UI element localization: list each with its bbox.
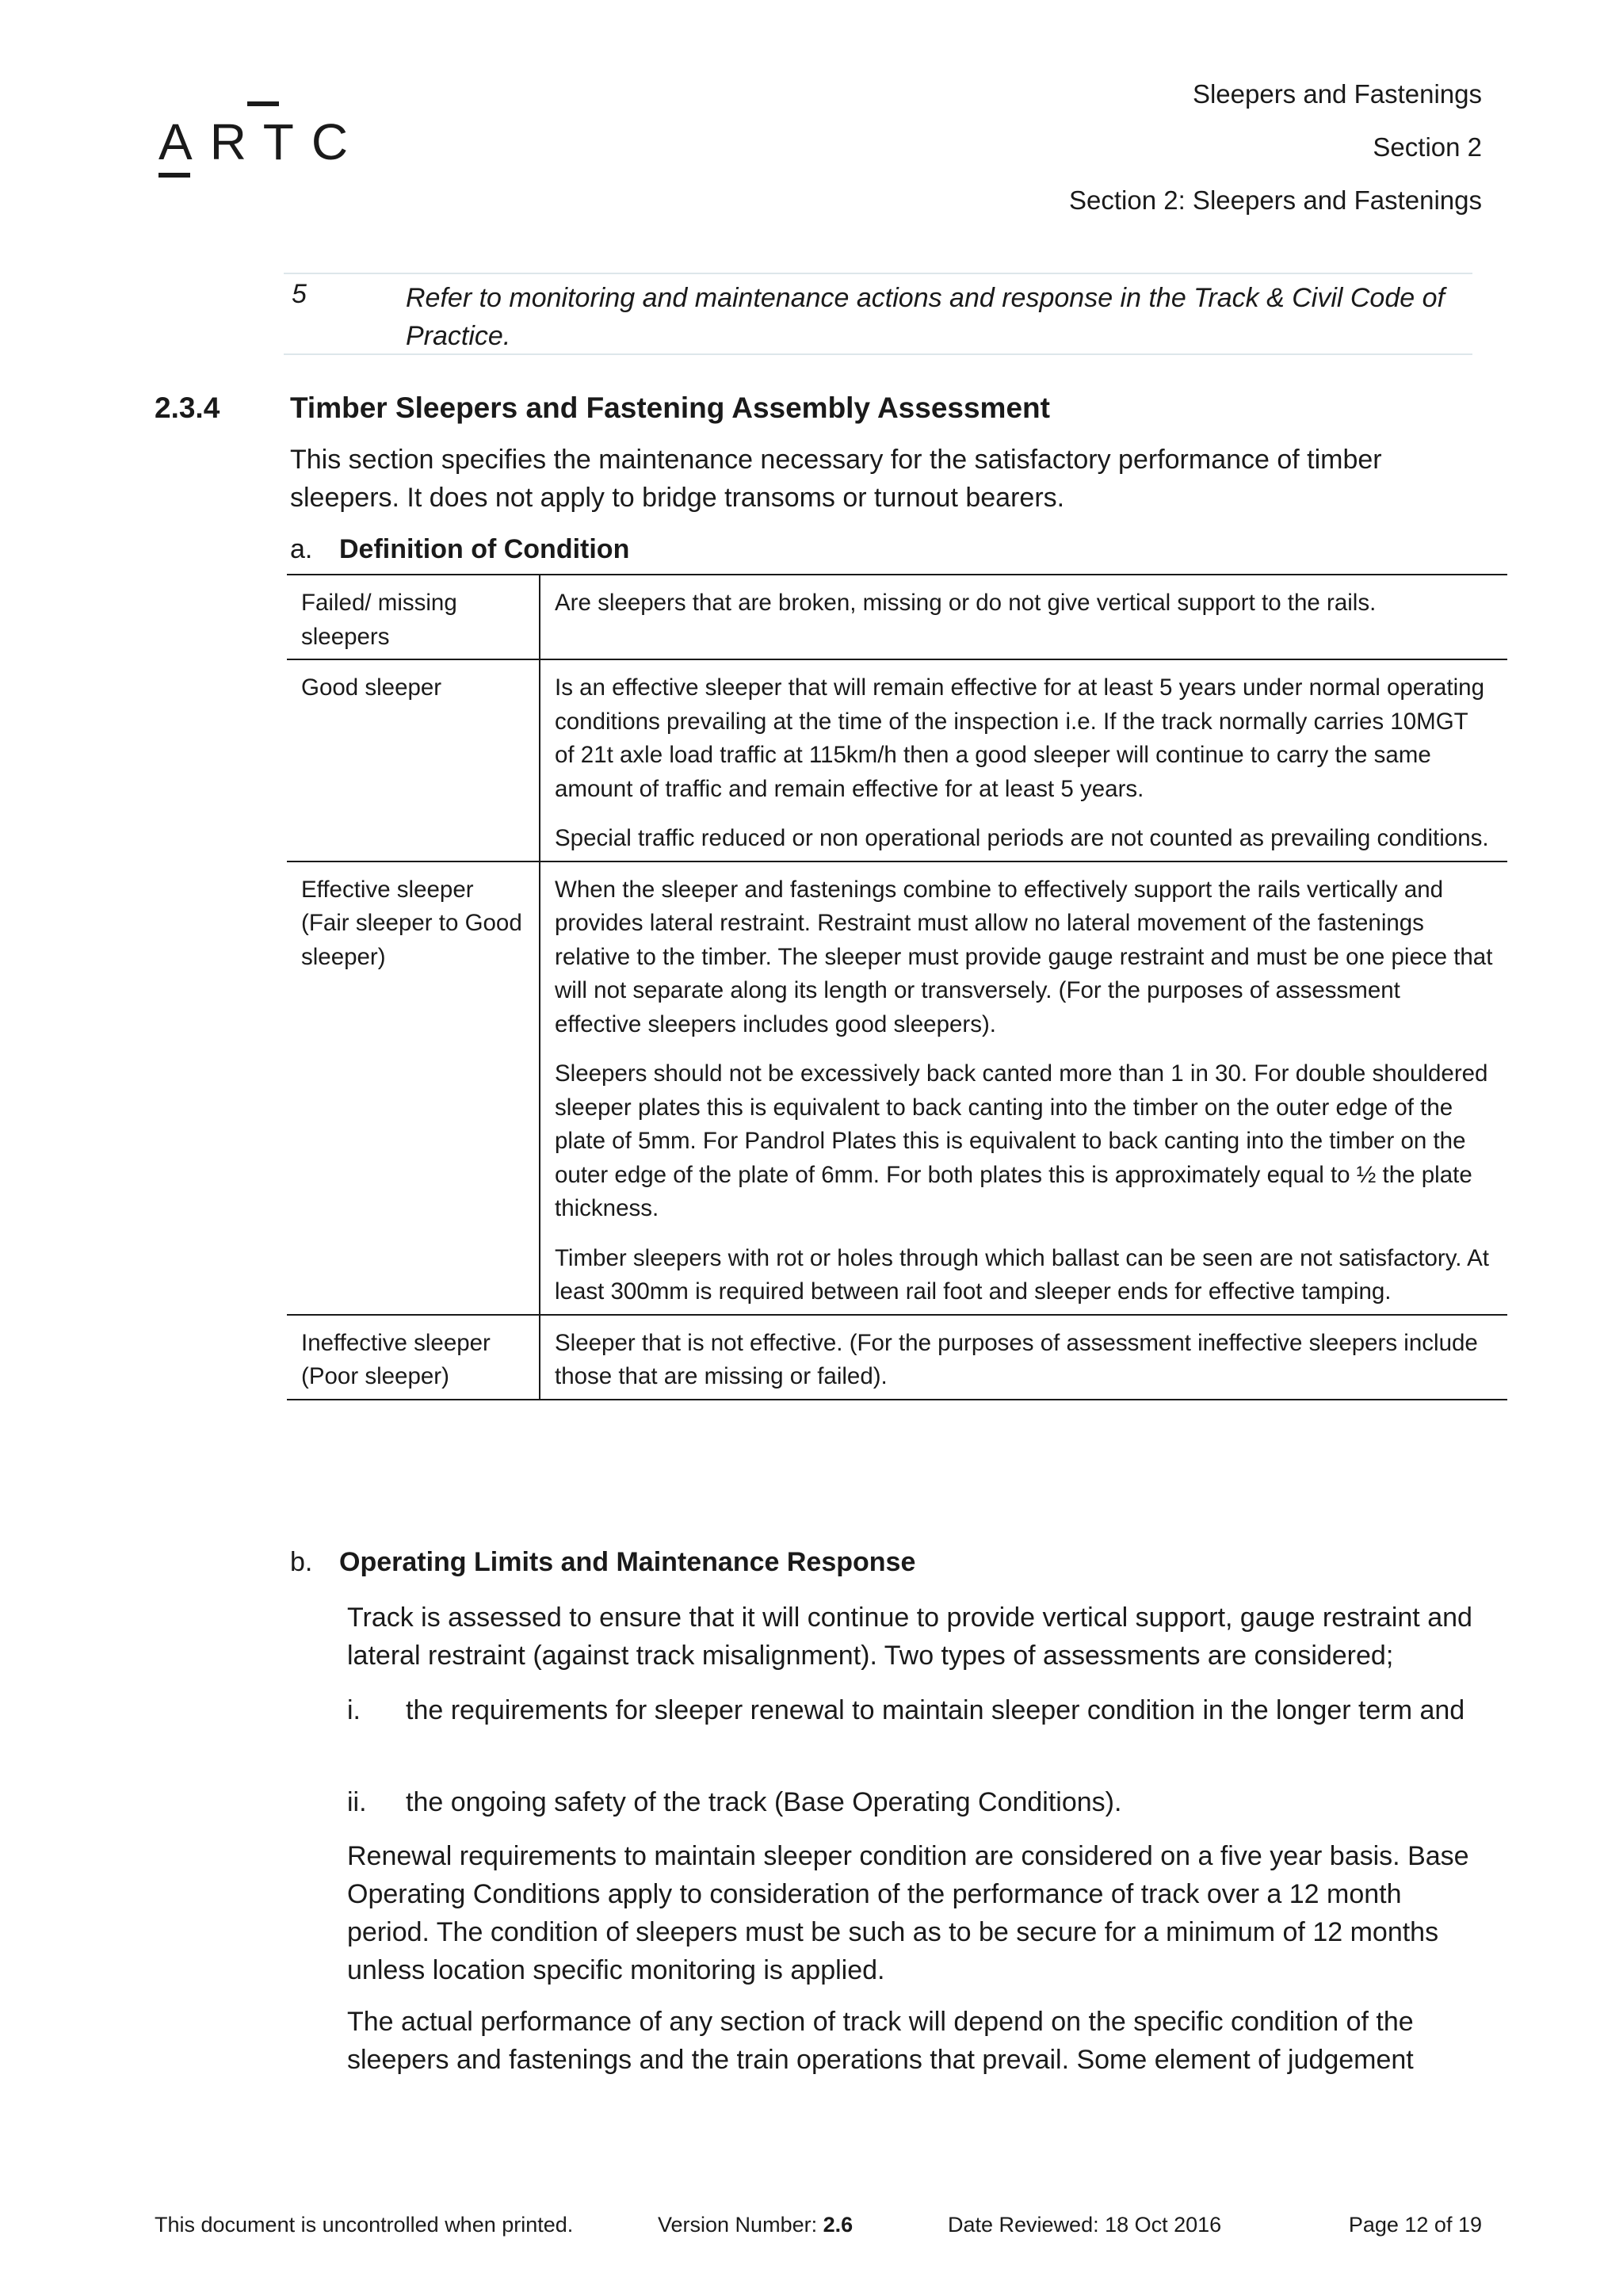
list-item: the requirements for sleeper renewal to maintain sleeper condition in the longer term and — [406, 1695, 1465, 1725]
definition-paragraph: Sleeper that is not effective. (For the purposes of assessment ineffective sleepers include those that are missing or failed). — [555, 1329, 1478, 1389]
condition-term: Failed/ missing sleepers — [287, 575, 540, 659]
note-text: Refer to monitoring and maintenance actions and response in the Track & Civil Code of Practice. — [406, 283, 1445, 351]
definition-paragraph: Sleepers should not be excessively back canted more than 1 in 30. For double shouldered sleeper plates this is equivalent to back canting into the timber on the outer edge of the plate of 5mm. For Pandrol Plates this is equivalent to back canting into the timber on the outer edge of the plate of 6mm. For both plates this is approximately equal to ½ the plate thickness. — [555, 1060, 1488, 1221]
footer-version-label: Version Number: — [658, 2213, 823, 2237]
definition-paragraph: Are sleepers that are broken, missing or do not give vertical support to the rails. — [555, 590, 1377, 616]
sub-b-title: Operating Limits and Maintenance Response — [339, 1547, 916, 1577]
condition-table — [287, 574, 1507, 1400]
logo-text: ARTC — [158, 113, 366, 170]
note-rule-top — [284, 273, 1472, 274]
note-rule-bottom — [284, 353, 1472, 355]
footer-version-number: 2.6 — [823, 2213, 854, 2237]
condition-term: Effective sleeper (Fair sleeper to Good sleeper) — [287, 861, 540, 1315]
list-marker: i. — [347, 1695, 361, 1725]
header-section: Section 2 — [1373, 132, 1482, 162]
footer-date-reviewed: Date Reviewed: 18 Oct 2016 — [948, 2213, 1222, 2237]
header-section-title: Section 2: Sleepers and Fastenings — [1069, 185, 1482, 215]
condition-term: Good sleeper — [287, 659, 540, 861]
sub-a-letter: a. — [290, 534, 313, 564]
artc-logo — [158, 101, 366, 178]
sub-b-paragraph-1: Track is assessed to ensure that it will continue to provide vertical support, gauge restraint and lateral restraint (against track misalignment). Two types of assessments are considered; — [347, 1603, 1472, 1671]
sub-b-letter: b. — [290, 1547, 313, 1577]
footer-page-number: Page 12 of 19 — [1348, 2213, 1482, 2237]
header-doc-title: Sleepers and Fastenings — [1192, 79, 1482, 109]
section-number: 2.3.4 — [155, 392, 220, 424]
condition-definition — [540, 659, 1507, 861]
list-marker: ii. — [347, 1787, 367, 1817]
sub-b-paragraph-3: The actual performance of any section of track will depend on the specific condition of the sleepers and fastenings and the train operations that prevail. Some element of judgement — [347, 2007, 1414, 2075]
table-row — [287, 575, 1507, 659]
definition-paragraph: Is an effective sleeper that will remain effective for at least 5 years under normal operating conditions prevailing at the time of the inspection i.e. If the track normally carries 10MGT of 21t axle load traffic at 115km/h then a good sleeper will continue to carry the same amount of traffic and remain effective for at least 5 years. — [555, 674, 1484, 802]
table-row — [287, 861, 1507, 1315]
footer-version — [658, 2213, 853, 2237]
footer-uncontrolled: This document is uncontrolled when printed. — [155, 2213, 574, 2237]
sub-a-title: Definition of Condition — [339, 534, 630, 564]
logo-bar-bottom — [158, 173, 190, 178]
table-row — [287, 659, 1507, 861]
list-item: the ongoing safety of the track (Base Operating Conditions). — [406, 1787, 1122, 1817]
definition-paragraph: When the sleeper and fastenings combine to effectively support the rails vertically and provides lateral restraint. Restraint must allow no lateral movement of the fastenings relative to the timber. The sleeper must provide gauge restraint and must be one piece that will not separate along its length or transversely. (For the purposes of assessment effective sleepers includes good sleepers). — [555, 876, 1493, 1037]
condition-term: Ineffective sleeper (Poor sleeper) — [287, 1315, 540, 1400]
note-number: 5 — [292, 279, 307, 309]
definition-paragraph: Special traffic reduced or non operational periods are not counted as prevailing conditions. — [555, 825, 1489, 851]
condition-definition — [540, 575, 1507, 659]
condition-definition — [540, 1315, 1507, 1400]
condition-definition — [540, 861, 1507, 1315]
section-title: Timber Sleepers and Fastening Assembly Assessment — [290, 392, 1050, 424]
logo-bar-top — [247, 101, 279, 106]
definition-paragraph: Timber sleepers with rot or holes through which ballast can be seen are not satisfactory. At least 300mm is required between rail foot and sleeper ends for effective tamping. — [555, 1244, 1489, 1305]
table-row — [287, 1315, 1507, 1400]
sub-b-paragraph-2: Renewal requirements to maintain sleeper condition are considered on a five year basis. Base Operating Conditions apply to consideration of the performance of track over a 12 month period. The condition of sleepers must be such as to be secure for a minimum of 12 months unless location specific monitoring is applied. — [347, 1841, 1469, 1985]
section-intro: This section specifies the maintenance necessary for the satisfactory performance of timber sleepers. It does not apply to bridge transoms or turnout bearers. — [290, 445, 1382, 513]
